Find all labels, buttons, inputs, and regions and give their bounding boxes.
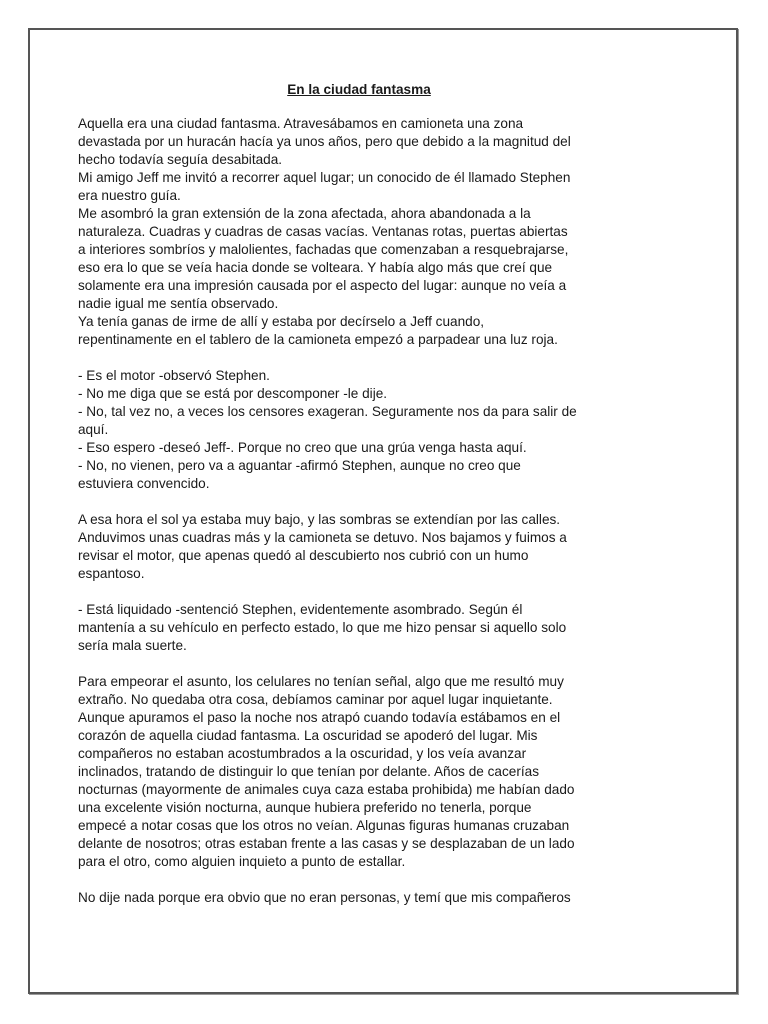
document-body [78, 81, 640, 907]
paragraph-intro: Aquella era una ciudad fantasma. Atravesábamos en camioneta una zona devastada por un huracán hacía ya unos años, pero que debido a la magnitud del hecho todavía seguía desabitada. Mi amigo Jeff me invitó a recorrer aquel lugar; un conocido de él llamado Stephen era nuestro guía. Me asombró la gran extensión de la zona afectada, ahora abandonada a la naturaleza. Cuadras y cuadras de casas vacías. Ventanas rotas, puertas abiertas a interiores sombríos y malolientes, fachadas que comenzaban a resquebrajarse, eso era lo que se veía hacia donde se volteara. Y había algo más que creí que solamente era una impresión causada por el aspecto del lugar: aunque no veía a nadie igual me sentía observado. Ya tenía ganas de irme de allí y estaba por decírselo a Jeff cuando, repentinamente en el tablero de la camioneta empezó a parpadear una luz roja. [78, 116, 571, 347]
paragraph-night: Para empeorar el asunto, los celulares no tenían señal, algo que me resultó muy extraño. No quedaba otra cosa, debíamos caminar por aquel lugar inquietante. Aunque apuramos el paso la noche nos atrapó cuando todavía estábamos en el corazón de aquella ciudad fantasma. La oscuridad se apoderó del lugar. Mis compañeros no estaban acostumbrados a la oscuridad, y los veía avanzar inclinados, tratando de distinguir lo que tenían por delante. Años de cacerías nocturnas (mayormente de animales cuya caza estaba prohibida) me habían dado una excelente visión nocturna, aunque hubiera preferido no tenerla, porque empecé a notar cosas que los otros no veían. Algunas figuras humanas cruzaban delante de nosotros; otras estaban frente a las casas y se desplazaban de un lado para el otro, como alguien inquieto a punto de estallar. [78, 674, 575, 869]
paragraph-gap [78, 655, 640, 673]
paragraph-gap [78, 493, 640, 511]
document-title: En la ciudad fantasma [287, 82, 431, 97]
paragraph-sunset: A esa hora el sol ya estaba muy bajo, y las sombras se extendían por las calles. Anduvimos unas cuadras más y la camioneta se detuvo. Nos bajamos y fuimos a revisar el motor, que apenas quedó al descubierto nos cubrió con un humo espantoso. [78, 512, 567, 581]
paragraph-gap [78, 871, 640, 889]
paragraph-ending: No dije nada porque era obvio que no eran personas, y temí que mis compañeros [78, 890, 571, 905]
paragraph-gap [78, 583, 640, 601]
paragraph-liquidated: - Está liquidado -sentenció Stephen, evidentemente asombrado. Según él mantenía a su vehículo en perfecto estado, lo que me hizo pensar si aquello solo sería mala suerte. [78, 602, 567, 653]
paragraph-gap [78, 349, 640, 367]
paragraph-dialogue: - Es el motor -observó Stephen. - No me diga que se está por descomponer -le dije. - No, tal vez no, a veces los censores exageran. Seguramente nos da para salir de aquí. - Eso espero -deseó Jeff-. Porque no creo que una grúa venga hasta aquí. - No, no vienen, pero va a aguantar -afirmó Stephen, aunque no creo que estuviera convencido. [78, 368, 577, 491]
